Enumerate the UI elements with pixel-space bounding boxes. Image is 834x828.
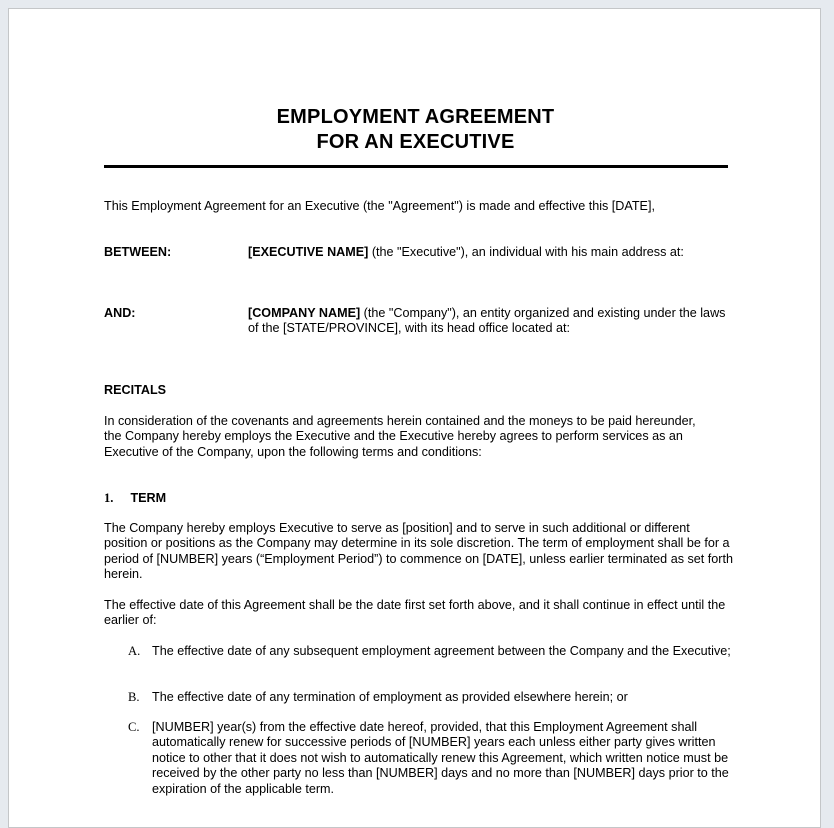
- executive-description: (the "Executive"), an individual with his main address at:: [368, 245, 684, 259]
- section-1-number: 1.: [104, 491, 114, 505]
- recitals-paragraph: In consideration of the covenants and agreements herein contained and the moneys to be paid hereunder, the Company hereby employs the Executive and the Executive hereby agrees to perform services as an Executive of the Company, upon the following terms and conditions:: [104, 414, 696, 459]
- document-title-line-1: EMPLOYMENT AGREEMENT: [276, 106, 555, 128]
- list-item-c-text: [NUMBER] year(s) from the effective date hereof, provided, that this Employment Agreement shall automatically renew for successive periods of [NUMBER] years each unless either party gives written notice to other that it does not wish to automatically renew this Agreement, which written notice must be received by the other party no less than [NUMBER] days and no more than [NUMBER] days prior to the expiration of the applicable term.: [152, 720, 729, 796]
- section-1-title: TERM: [130, 491, 167, 505]
- intro-paragraph: This Employment Agreement for an Executive (the "Agreement") is made and effective this [DATE],: [104, 199, 655, 213]
- list-item-a-text: The effective date of any subsequent employment agreement between the Company and the Executive;: [152, 644, 731, 658]
- document-title-line-2: FOR AN EXECUTIVE: [316, 131, 515, 153]
- list-item-b-text: The effective date of any termination of employment as provided elsewhere herein; or: [152, 690, 628, 704]
- recitals-heading: RECITALS: [104, 383, 167, 397]
- party-label-between: BETWEEN:: [104, 245, 172, 259]
- list-item-b-label: B.: [128, 690, 140, 704]
- title-divider: [104, 165, 728, 168]
- party-label-and: AND:: [104, 306, 136, 320]
- section-1-paragraph-1: The Company hereby employs Executive to serve as [position] and to serve in such additional or different position or positions as the Company may determine in its sole discretion. The term of employment shall be for a period of [NUMBER] years (“Employment Period”) to commence on [DATE], unless earlier terminated as set forth herein.: [104, 521, 733, 582]
- executive-name-placeholder: [EXECUTIVE NAME]: [248, 245, 369, 259]
- party-executive: [248, 245, 730, 260]
- document-page: [8, 8, 821, 828]
- company-name-placeholder: [COMPANY NAME]: [248, 306, 361, 320]
- company-description: (the "Company"), an entity organized and existing under the laws of the [STATE/PROVINCE], with its head office located at:: [248, 306, 726, 336]
- section-1-heading: [104, 491, 166, 506]
- list-item-a-label: A.: [128, 644, 141, 658]
- section-1-paragraph-2: The effective date of this Agreement shall be the date first set forth above, and it shall continue in effect until the earlier of:: [104, 598, 726, 628]
- party-company: [248, 306, 730, 337]
- list-item-c-label: C.: [128, 720, 140, 734]
